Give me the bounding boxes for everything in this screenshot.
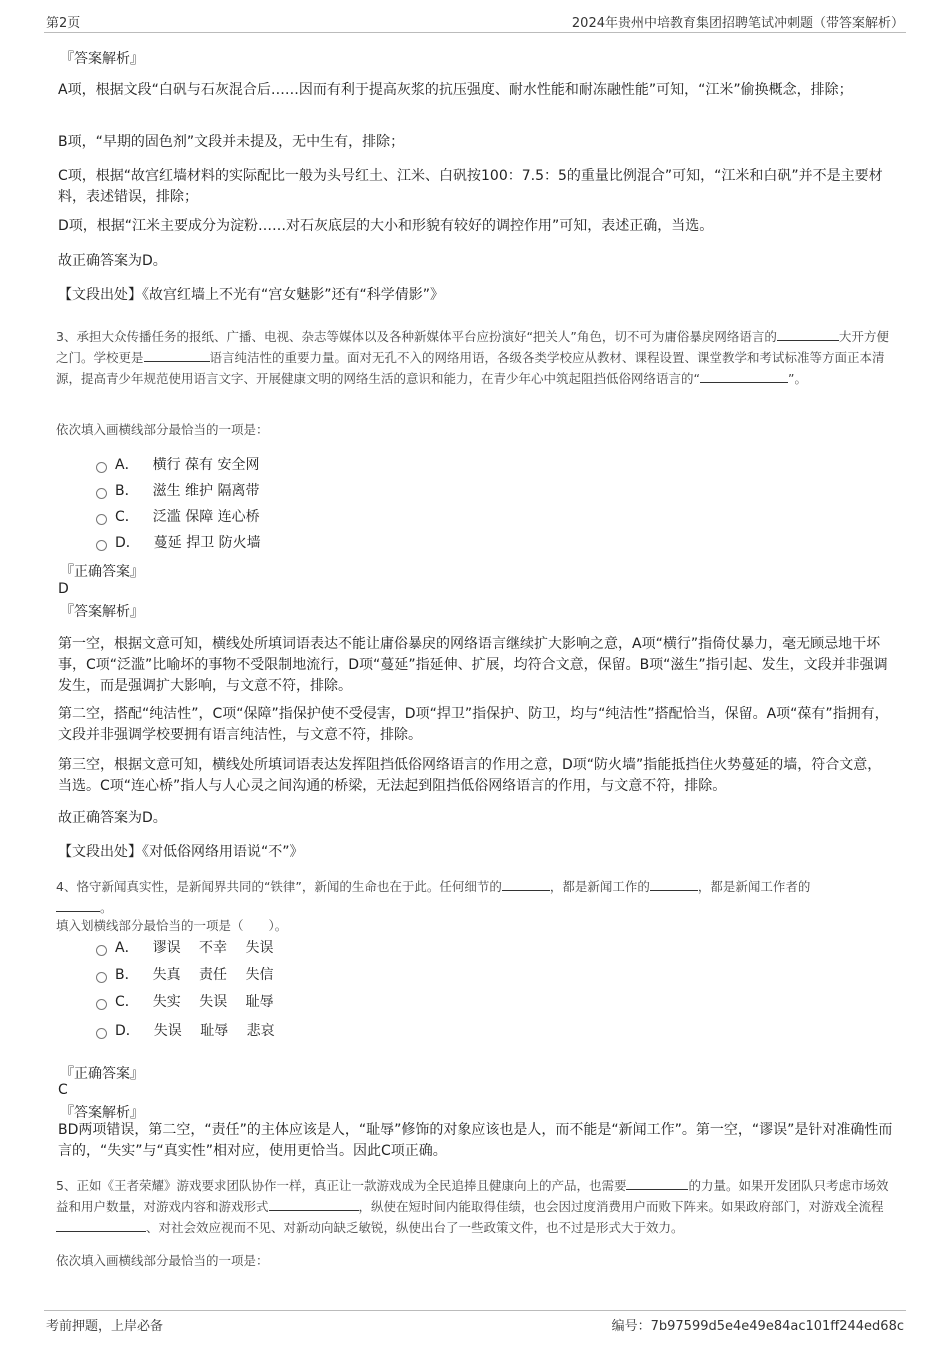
radio-icon[interactable]	[96, 945, 107, 956]
q4-answer-label: 『正确答案』	[60, 1066, 144, 1082]
q3-option-c[interactable]: C． 泛滥 保障 连心桥	[96, 507, 260, 527]
blank	[56, 897, 100, 912]
blank	[269, 1196, 359, 1211]
q2-analysis-b: B项，“早期的固色剂”文段并未提及，无中生有，排除；	[58, 134, 405, 150]
q3-option-b[interactable]: B． 滋生 维护 隔离带	[96, 481, 260, 501]
q2-source: 【文段出处】《故宫红墙上不光有“宫女魅影”还有“科学倩影”》	[58, 287, 445, 303]
q3-conclusion: 故正确答案为D。	[58, 810, 167, 826]
q4-analysis: BD两项错误，第二空，“责任”的主体应该是人，“耻辱”修饰的对象应该也是人，而不能是“新闻工作”。第一空，“谬误”是针对准确性而言的，“失实”与“真实性”相对应，使用更恰当。因此C项正确。	[58, 1122, 893, 1159]
q3-analysis-p1: 第一空，根据文意可知，横线处所填词语表达不能让庸俗暴戾的网络语言继续扩大影响之意，A项“横行”指倚仗暴力，毫无顾忌地干坏事，C项“泛滥”比喻坏的事物不受限制地流行，D项“蔓延”指延伸、扩展，均符合文意，保留。B项“滋生”指引起、发生，文段并非强调发生，而是强调扩大影响，与文意不符，排除。	[58, 636, 888, 694]
radio-icon[interactable]	[96, 462, 107, 473]
blank	[650, 876, 698, 891]
q4-option-a[interactable]: A． 谬误 不幸 失误	[96, 938, 273, 958]
q4-stem: 4、恪守新闻真实性，是新闻界共同的“铁律”，新闻的生命也在于此。任何细节的 ，都是新闻工作的 ，都是新闻工作者的 。	[56, 876, 898, 918]
q4-option-d[interactable]: D． 失误 耻辱 悲哀	[96, 1021, 275, 1041]
footer-slogan: 考前押题，上岸必备	[46, 1319, 164, 1334]
q3-answer-label: 『正确答案』	[60, 564, 144, 580]
q4-instruction: 填入划横线部分最恰当的一项是（ ）。	[56, 918, 288, 933]
document-id: 编号：7b97599d5e4e49e84ac101ff244ed68c	[611, 1319, 904, 1334]
footer-divider	[44, 1310, 906, 1311]
blank	[144, 347, 210, 362]
q5-instruction: 依次填入画横线部分最恰当的一项是：	[56, 1253, 269, 1268]
radio-icon[interactable]	[96, 1028, 107, 1039]
q4-option-b[interactable]: B． 失真 责任 失信	[96, 965, 274, 985]
radio-icon[interactable]	[96, 999, 107, 1010]
analysis-label: 『答案解析』	[60, 51, 144, 67]
blank	[502, 876, 550, 891]
q3-option-a[interactable]: A． 横行 葆有 安全网	[96, 455, 259, 475]
blank	[777, 326, 839, 341]
q2-conclusion: 故正确答案为D。	[58, 253, 167, 269]
q3-instruction: 依次填入画横线部分最恰当的一项是：	[56, 422, 269, 437]
q2-analysis-c: C项，根据“故宫红墙材料的实际配比一般为头号红土、江米、白矾按100：7.5：5的重量比例混合”可知，“江米和白矾”并不是主要材料，表述错误，排除；	[58, 168, 883, 205]
q3-source: 【文段出处】《对低俗网络用语说“不”》	[58, 844, 304, 860]
page-number: 第2页	[46, 16, 81, 31]
q3-stem: 3、承担大众传播任务的报纸、广播、电视、杂志等媒体以及各种新媒体平台应扮演好“把关人”角色，切不可为庸俗暴戾网络语言的 大开方便之门。学校更是 语言纯洁性的重要力量。面对无孔不入的网络用语，各级各类学校应从教材、课程设置、课堂教学和考试标准等方面正本清源，提高青少年规范使用语言文字、开展健康文明的网络生活的意识和能力，在青少年心中筑起阻挡低俗网络语言的“ ”。	[56, 326, 898, 389]
radio-icon[interactable]	[96, 540, 107, 551]
q2-analysis-d: D项，根据“江米主要成分为淀粉……对石灰底层的大小和形貌有较好的调控作用”可知，表述正确，当选。	[58, 218, 714, 234]
radio-icon[interactable]	[96, 972, 107, 983]
q3-analysis-p2: 第二空，搭配“纯洁性”，C项“保障”指保护使不受侵害，D项“捍卫”指保护、防卫，均与“纯洁性”搭配恰当，保留。A项“葆有”指拥有，文段并非强调学校要拥有语言纯洁性，与文意不符，排除。	[58, 706, 889, 743]
blank	[56, 1217, 146, 1232]
q4-answer: C	[58, 1082, 68, 1098]
q3-analysis-label: 『答案解析』	[60, 604, 144, 620]
q3-answer: D	[58, 581, 69, 597]
q2-analysis-a: A项，根据文段“白矾与石灰混合后……因而有利于提高灰浆的抗压强度、耐水性能和耐冻融性能”可知，“江米”偷换概念，排除；	[58, 82, 853, 98]
q5-stem: 5、正如《王者荣耀》游戏要求团队协作一样，真正让一款游戏成为全民追捧且健康向上的产品，也需要 的力量。如果开发团队只考虑市场效益和用户数量，对游戏内容和游戏形式 ，纵使在短时间内能取得佳绩，也会因过度消费用户而败下阵来。如果政府部门，对游戏全流程、对社会效应视而不见、对新动向缺乏敏锐，纵使出台了一些政策文件，也不过是形式大于效力。	[56, 1175, 898, 1238]
radio-icon[interactable]	[96, 514, 107, 525]
blank	[626, 1175, 688, 1190]
q4-analysis-label: 『答案解析』	[60, 1105, 144, 1121]
header-divider	[44, 32, 906, 33]
radio-icon[interactable]	[96, 488, 107, 499]
q3-analysis-p3: 第三空，根据文意可知，横线处所填词语表达发挥阻挡低俗网络语言的作用之意，D项“防火墙”指能抵挡住火势蔓延的墙，符合文意，当选。C项“连心桥”指人与人心灵之间沟通的桥梁，无法起到阻挡低俗网络语言的作用，与文意不符，排除。	[58, 757, 882, 794]
blank	[700, 368, 788, 383]
document-title: 2024年贵州中培教育集团招聘笔试冲刺题（带答案解析）	[571, 16, 904, 31]
q3-option-d[interactable]: D． 蔓延 捍卫 防火墙	[96, 533, 261, 553]
q4-option-c[interactable]: C． 失实 失误 耻辱	[96, 992, 274, 1012]
